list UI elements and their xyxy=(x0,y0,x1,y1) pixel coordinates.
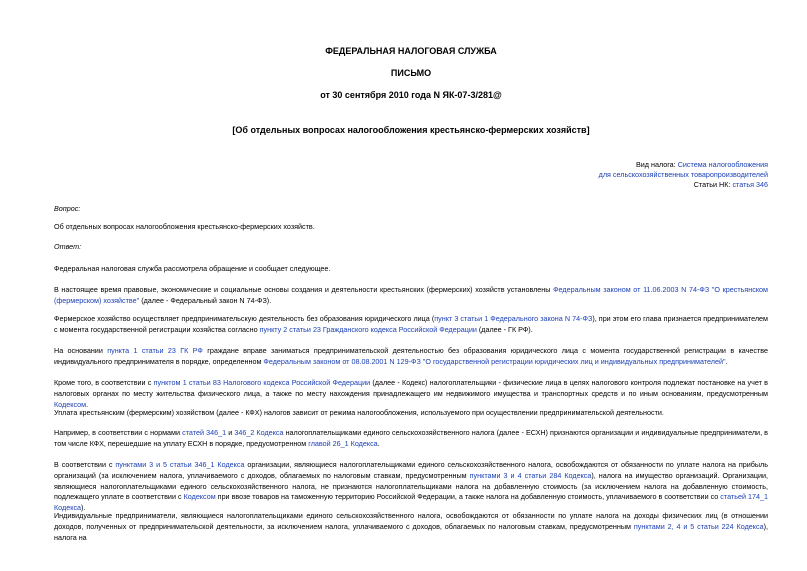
paragraph-organizations-exemption xyxy=(54,460,768,514)
nk-articles-label: Статьи НК: xyxy=(693,180,733,189)
agency-title: ФЕДЕРАЛЬНАЯ НАЛОГОВАЯ СЛУЖБА xyxy=(325,46,497,56)
nk-article-link[interactable]: статья 346 xyxy=(732,180,768,189)
inline-reference-link[interactable]: пункт 3 статьи 1 Федерального закона N 74-ФЗ xyxy=(434,314,593,323)
paragraph-text: В настоящее время правовые, экономические и социальные основы создания и деятельности крестьянских (фермерских) хозяйств установлены xyxy=(54,285,554,294)
inline-reference-link[interactable]: главой 26_1 Кодекса xyxy=(308,438,378,448)
inline-reference-link[interactable]: Кодексом xyxy=(183,492,216,502)
inline-reference-link[interactable]: Федеральным законом от 11.06.2003 N 74-ФЗ "О крестьянском (фермерском) хозяйстве" xyxy=(54,285,768,305)
question-label: Вопрос: xyxy=(54,204,81,213)
inline-reference-link[interactable]: пунктом 1 статьи 83 Налогового кодекса Российской Федерации xyxy=(153,378,371,387)
inline-reference-link[interactable]: Федеральным законом от 08.08.2001 N 129-ФЗ "О государственной регистрации юридических лиц и индивидуальных предпринимателей" xyxy=(263,356,726,366)
tax-system-link-2[interactable]: для сельскохозяйственных товаропроизводителей xyxy=(598,170,768,179)
tax-type-label: Вид налога: xyxy=(635,160,678,169)
tax-type-line xyxy=(636,160,768,170)
document-date-number: от 30 сентября 2010 года N ЯК-07-3/281@ xyxy=(320,90,502,100)
paragraph-text: ), налога на xyxy=(54,521,768,542)
tax-type-line-2 xyxy=(599,170,768,180)
paragraph-text: и xyxy=(226,428,235,437)
inline-reference-link[interactable]: пунктами 3 и 4 статьи 284 Кодекса xyxy=(469,470,592,480)
inline-reference-link[interactable]: Кодексом xyxy=(54,399,87,409)
document-type: ПИСЬМО xyxy=(390,68,432,78)
paragraph-text: налогоплательщиками единого сельскохозяйственного налога (далее - ЕСХН) признаются организации и индивидуальные предприниматели, в том числе КФХ, перешедшие на уплату ЕСХН в порядке, предусмотренном xyxy=(54,428,768,448)
nk-articles-line xyxy=(694,180,768,190)
paragraph-text: ). xyxy=(81,503,86,513)
paragraph-text: На основании xyxy=(54,346,108,355)
paragraph-intro: Федеральная налоговая служба рассмотрела обращение и сообщает следующее. xyxy=(54,264,331,273)
inline-reference-link[interactable]: пунктами 2, 4 и 5 статьи 224 Кодекса xyxy=(633,521,764,531)
paragraph-text: ), налога на имущество организаций. Организации, являющиеся налогоплательщиками единого сельскохозяйственного налога, не признаются налогоплательщиками налога на добавленную стоимость (за исключением налога на добавленную стоимость, подлежащего уплате в соответствии с xyxy=(54,470,769,502)
paragraph-text: (далее - ГК РФ). xyxy=(476,324,533,334)
paragraph-text: Кроме того, в соответствии с xyxy=(54,378,154,387)
paragraph-text: при ввозе товаров на таможенную территорию Российской Федерации, а также налога на добавленную стоимость, уплачиваемого в соответствии со xyxy=(215,492,721,502)
question-text: Об отдельных вопросах налогообложения крестьянско-фермерских хозяйств. xyxy=(54,222,315,231)
paragraph-text: . xyxy=(86,399,89,409)
answer-label: Ответ: xyxy=(54,242,82,251)
paragraph-text: организации, являющиеся налогоплательщиками единого сельскохозяйственного налога, освобождаются от обязанности по уплате налога на прибыль организаций (за исключением налога, уплачиваемого с доходов, облагаемых по налоговым ставкам, предусмотренным xyxy=(54,460,768,480)
paragraph-tax-regime: Уплата крестьянским (фермерским) хозяйством (далее - КФХ) налогов зависит от режима налогообложения, используемого при осуществлении предпринимательской деятельности. xyxy=(54,408,664,417)
paragraph-text: . xyxy=(377,438,380,448)
paragraph-tax-registration xyxy=(54,378,768,410)
paragraph-text: Например, в соответствии с нормами xyxy=(54,428,183,437)
paragraph-text: . xyxy=(725,356,728,366)
paragraph-legal-basis xyxy=(54,285,768,307)
document-subject: [Об отдельных вопросах налогообложения крестьянско-фермерских хозяйств] xyxy=(232,125,590,135)
paragraph-entrepreneurs-exemption xyxy=(54,511,768,543)
paragraph-text: Фермерское хозяйство осуществляет предпринимательскую деятельность без образования юридического лица ( xyxy=(54,314,435,323)
paragraph-text: Индивидуальные предприниматели, являющиеся налогоплательщиками единого сельскохозяйственного налога, освобождаются от обязанности по уплате налога на доходы физических лиц (в отношении доходов, полученных от предпринимательской деятельности, за исключением налога, уплачиваемого с доходов, облагаемых по налоговым ставкам, предусмотренным xyxy=(54,511,768,531)
paragraph-text: граждане вправе заниматься предпринимательской деятельностью без образования юридического лица с момента государственной регистрации в качестве индивидуального предпринимателя в порядке, определенном xyxy=(54,346,769,366)
inline-reference-link[interactable]: статей 346_1 xyxy=(182,428,227,437)
inline-reference-link[interactable]: 346_2 Кодекса xyxy=(234,428,284,437)
paragraph-registration xyxy=(54,346,768,368)
paragraph-eskhn-payers xyxy=(54,428,768,450)
inline-reference-link[interactable]: пункту 2 статьи 23 Гражданского кодекса Российской Федерации xyxy=(259,324,477,334)
paragraph-text: В соответствии с xyxy=(54,460,116,469)
inline-reference-link[interactable]: пункта 1 статьи 23 ГК РФ xyxy=(107,346,203,355)
inline-reference-link[interactable]: пунктами 3 и 5 статьи 346_1 Кодекса xyxy=(115,460,245,469)
inline-reference-link[interactable]: статьей 174_1 Кодекса xyxy=(54,492,768,513)
paragraph-text: ), при этом его глава признается предпринимателем с момента государственной регистрации хозяйства согласно xyxy=(54,314,768,334)
paragraph-farm-activity xyxy=(54,314,768,336)
tax-system-link[interactable]: Система налогообложения xyxy=(677,160,768,169)
paragraph-text: (далее - Федеральный закон N 74-ФЗ). xyxy=(139,295,272,305)
paragraph-text: (далее - Кодекс) налогоплательщики - физические лица в целях налогового контроля подлежат постановке на учет в налоговых органах по месту жительства физического лица, а также по месту нахождения принадлежащего им недвижимого имущества и транспортных средств и по иным основаниям, предусмотренным xyxy=(54,378,768,398)
